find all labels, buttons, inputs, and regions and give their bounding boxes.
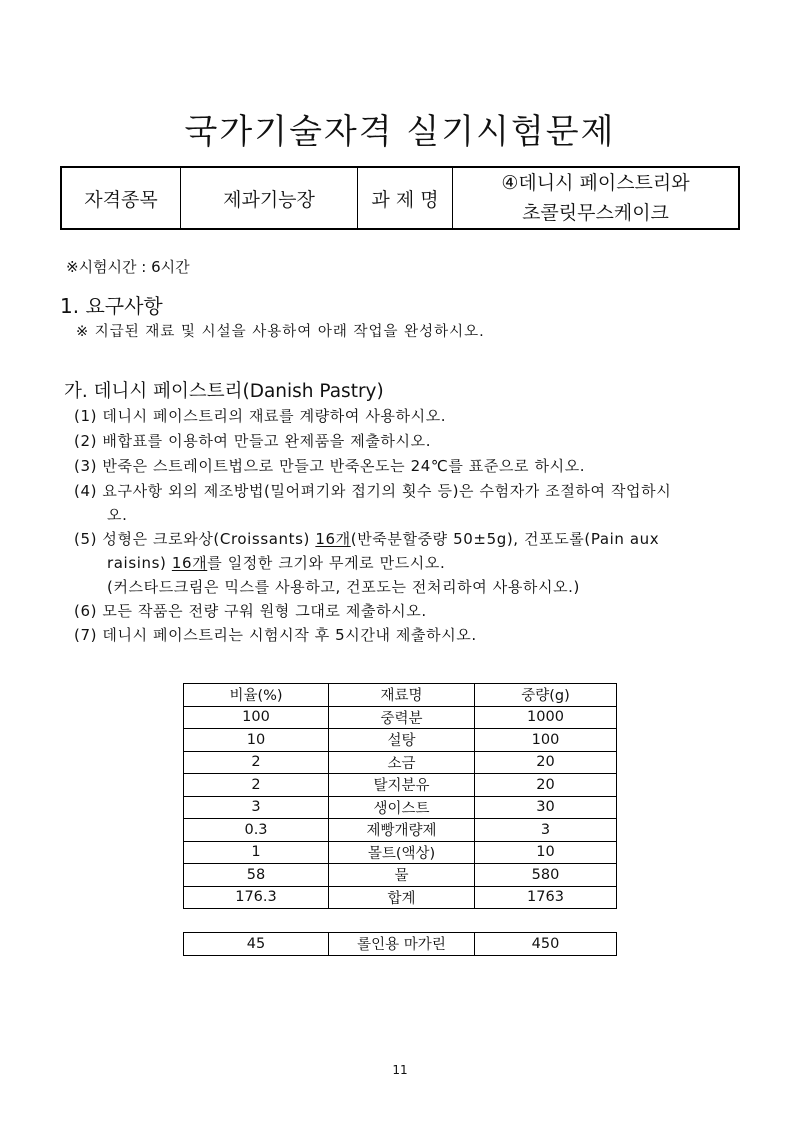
table-row [184,933,617,956]
subsection-heading: 가. 데니시 페이스트리(Danish Pastry) [64,381,384,402]
ratio-cell: 58 [184,864,329,887]
requirement-5-text-a: (5) 성형은 크로와상(Croissants) [74,530,316,548]
weight-cell: 1763 [475,886,617,909]
requirement-5-text-d: raisins) [107,554,172,572]
ingredient-cell: 중력분 [329,706,475,729]
requirement-2: (2) 배합표를 이용하여 만들고 완제품을 제출하시오. [74,432,432,450]
requirement-7: (7) 데니시 페이스트리는 시험시작 후 5시간내 제출하시오. [74,626,477,644]
requirement-1: (1) 데니시 페이스트리의 재료를 계량하여 사용하시오. [74,407,447,425]
task-name-line1: ④데니시 페이스트리와 [501,172,690,194]
ingredient-cell: 제빵개량제 [329,819,475,842]
ratio-cell: 100 [184,706,329,729]
requirement-5-line3: (커스타드크림은 믹스를 사용하고, 건포도는 전처리하여 사용하시오.) [107,578,581,596]
ratio-cell: 176.3 [184,886,329,909]
page-number: 11 [392,1063,408,1077]
weight-cell: 20 [475,751,617,774]
ingredient-cell: 물 [329,864,475,887]
table-row [184,706,617,729]
table-row [184,841,617,864]
table-row [184,864,617,887]
weight-cell: 10 [475,841,617,864]
requirement-5-text-c: (반죽분할중량 50±5g), 건포도롤(Pain aux [350,530,660,548]
ratio-cell: 2 [184,751,329,774]
header-ingredient: 재료명 [329,684,475,707]
weight-cell: 30 [475,796,617,819]
ratio-cell: 3 [184,796,329,819]
croissant-count: 16개 [315,530,351,548]
requirement-6: (6) 모든 작품은 전량 구워 원형 그대로 제출하시오. [74,602,427,620]
table-row [184,796,617,819]
weight-cell: 100 [475,729,617,752]
ingredient-cell: 소금 [329,751,475,774]
task-name-line2: 초콜릿무스케이크 [522,202,669,224]
ingredient-cell: 몰트(액상) [329,841,475,864]
requirement-3: (3) 반죽은 스트레이트법으로 만들고 반죽온도는 24℃를 표준으로 하시오. [74,457,586,475]
table-row [184,774,617,797]
qualification-value: 제과기능장 [181,167,358,229]
header-ratio: 비율(%) [184,684,329,707]
ratio-cell: 10 [184,729,329,752]
table-row [184,751,617,774]
ratio-cell: 1 [184,841,329,864]
table-row [184,819,617,842]
requirement-4-line2: 오. [107,506,128,524]
ratio-cell: 45 [184,933,329,956]
exam-info-table [60,166,740,230]
ratio-cell: 0.3 [184,819,329,842]
weight-cell: 450 [475,933,617,956]
requirement-5-text-f: 를 일정한 크기와 무게로 만드시오. [207,554,446,572]
ratio-cell: 2 [184,774,329,797]
weight-cell: 580 [475,864,617,887]
task-name-value [453,167,740,229]
roll-in-table [183,932,617,956]
exam-time: ※시험시간 : 6시간 [66,258,190,276]
total-row [184,886,617,909]
ingredient-cell: 탈지분유 [329,774,475,797]
weight-cell: 3 [475,819,617,842]
section-note: ※ 지급된 재료 및 시설을 사용하여 아래 작업을 완성하시오. [76,324,485,340]
ingredient-cell: 롤인용 마가린 [329,933,475,956]
table-row [184,729,617,752]
section-heading: 1. 요구사항 [60,294,163,318]
weight-cell: 20 [475,774,617,797]
page-title: 국가기술자격 실기시험문제 [184,112,616,152]
requirement-5-line2 [107,551,445,575]
ingredient-cell: 합계 [329,886,475,909]
weight-cell: 1000 [475,706,617,729]
requirement-5-line1 [74,527,659,551]
header-weight: 중량(g) [475,684,617,707]
ingredient-cell: 설탕 [329,729,475,752]
task-name-label: 과 제 명 [358,167,453,229]
raisin-roll-count: 16개 [171,554,208,572]
requirement-4-line1: (4) 요구사항 외의 제조방법(밀어펴기와 접기의 횟수 등)은 수험자가 조절하여 작업하시 [74,482,672,500]
recipe-table [183,683,617,909]
ingredient-cell: 생이스트 [329,796,475,819]
recipe-header-row [184,684,617,707]
qualification-label: 자격종목 [61,167,181,229]
